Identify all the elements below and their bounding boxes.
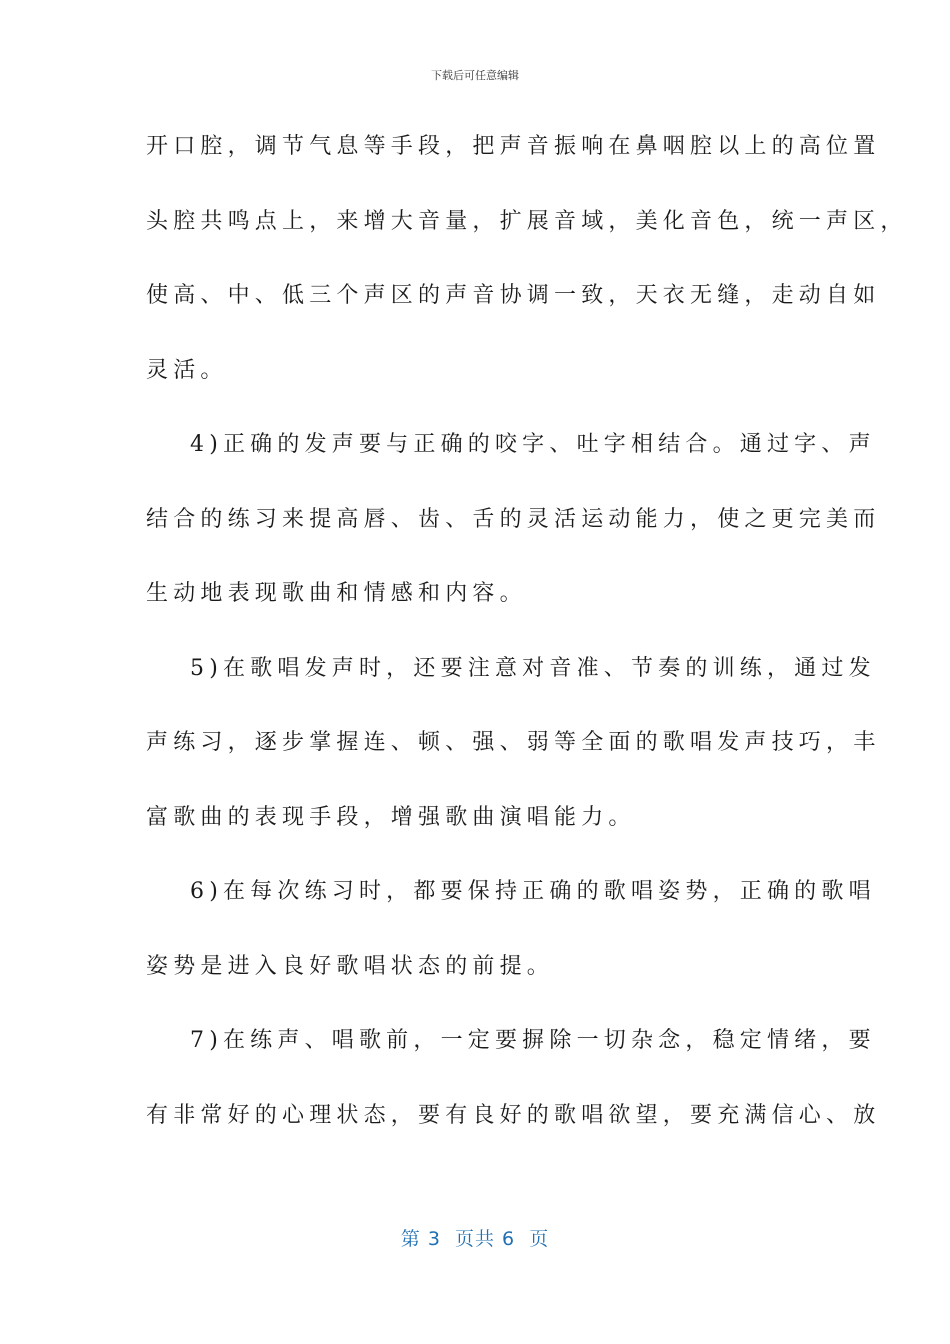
paragraph-line: 有非常好的心理状态，要有良好的歌唱欲望，要充满信心、放 <box>146 1102 881 1128</box>
paragraph-line: 4)正确的发声要与正确的咬字、吐字相结合。通过字、声 <box>190 432 876 457</box>
paragraph-line: 头腔共鸣点上，来增大音量，扩展音域，美化音色，统一声区， <box>146 208 908 234</box>
paragraph-line: 5)在歌唱发声时，还要注意对音准、节奏的训练，通过发 <box>190 655 876 681</box>
paragraph-line: 开口腔，调节气息等手段，把声音振响在鼻咽腔以上的高位置 <box>146 134 881 159</box>
page-header: 下载后可任意编辑 <box>431 69 519 82</box>
paragraph-line: 声练习，逐步掌握连、顿、强、弱等全面的歌唱发声技巧，丰 <box>146 730 881 755</box>
paragraph-line: 姿势是进入良好歌唱状态的前提。 <box>146 953 555 979</box>
paragraph-line: 富歌曲的表现手段，增强歌曲演唱能力。 <box>146 804 636 830</box>
page-number-footer: 第 3 页共 6 页 <box>400 1228 550 1250</box>
paragraph-line: 7)在练声、唱歌前，一定要摒除一切杂念，稳定情绪，要 <box>190 1028 876 1053</box>
paragraph-line: 生动地表现歌曲和情感和内容。 <box>146 581 527 606</box>
paragraph-line: 6)在每次练习时，都要保持正确的歌唱姿势，正确的歌唱 <box>190 879 876 904</box>
paragraph-line: 结合的练习来提高唇、齿、舌的灵活运动能力，使之更完美而 <box>146 506 881 532</box>
document-body <box>146 125 908 1168</box>
paragraph-line: 灵活。 <box>146 357 228 383</box>
paragraph-line: 使高、中、低三个声区的声音协调一致，天衣无缝，走动自如 <box>146 283 881 308</box>
